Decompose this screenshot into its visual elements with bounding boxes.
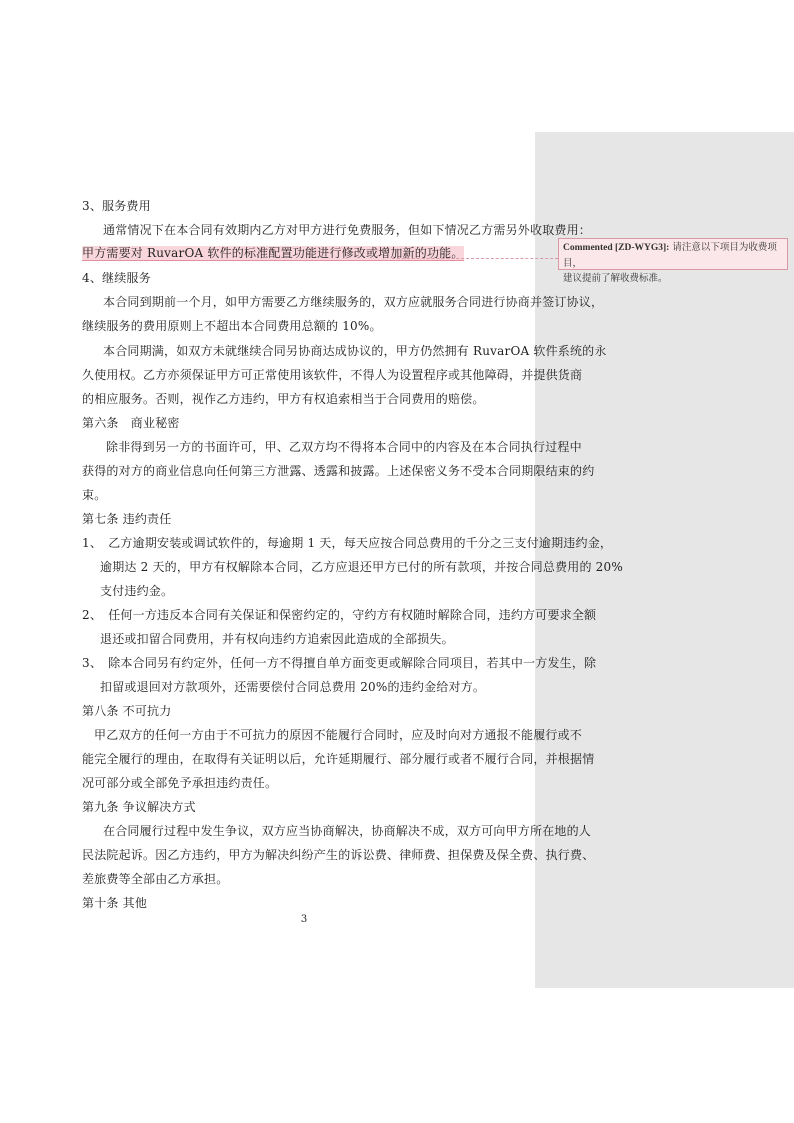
text-line: 支付违约金。 xyxy=(100,584,174,598)
text-line: 况可部分或全部免予承担违约责任。 xyxy=(82,776,278,790)
comment-text-2: 建议提前了解收费标准。 xyxy=(563,273,668,284)
text-line: 的相应服务。否则，视作乙方违约，甲方有权追索相当于合同费用的赔偿。 xyxy=(82,392,485,406)
text-line: 获得的对方的商业信息向任何第三方泄露、透露和披露。上述保密义务不受本合同期限结束的约 xyxy=(82,464,595,478)
text-line: 3、服务费用 xyxy=(82,199,151,213)
comment-connector xyxy=(392,258,558,260)
text-line: 2、 任何一方违反本合同有关保证和保密约定的，守约方有权随时解除合同，违约方可要求全额 xyxy=(82,608,597,622)
text-line: 继续服务的费用原则上不超出本合同费用总额的 10%。 xyxy=(82,319,382,333)
text-line: 逾期达 2 天的，甲方有权解除本合同，乙方应退还甲方已付的所有款项，并按合同总费用的 20% xyxy=(100,560,623,574)
text-line: 第九条 争议解决方式 xyxy=(82,800,196,814)
text-line: 1、 乙方逾期安装或调试软件的，每逾期 1 天，每天应按合同总费用的千分之三支付逾期违约金， xyxy=(82,536,613,550)
text-line: 民法院起诉。因乙方违约，甲方为解决纠纷产生的诉讼费、律师费、担保费及保全费、执行费、 xyxy=(82,848,595,862)
text-line: 甲乙双方的任何一方由于不可抗力的原因不能履行合同时，应及时向对方通报不能履行或不 xyxy=(94,728,583,742)
text-line: 能完全履行的理由，在取得有关证明以后，允许延期履行、部分履行或者不履行合同，并根据情 xyxy=(82,752,595,766)
comment-author: Commented [ZD-WYG3]: xyxy=(563,243,670,253)
text-line: 扣留或退回对方款项外，还需要偿付合同总费用 20%的违约金给对方。 xyxy=(100,680,486,694)
commented-range[interactable]: 甲方需要对 RuvarOA 软件的标准配置功能进行修改或增加新的功能。 xyxy=(82,246,464,260)
text-line: 4、继续服务 xyxy=(82,271,151,285)
text-line: 第十条 其他 xyxy=(82,896,148,910)
text-line: 第六条 商业秘密 xyxy=(82,416,180,430)
text-line: 束。 xyxy=(82,488,107,502)
text-line: 3、 除本合同另有约定外，任何一方不得擅自单方面变更或解除合同项目，若其中一方发生，除 xyxy=(82,656,597,670)
text-line: 第八条 不可抗力 xyxy=(82,704,172,718)
text-line: 在合同履行过程中发生争议，双方应当协商解决，协商解决不成，双方可向甲方所在地的人 xyxy=(103,824,592,838)
text-line: 通常情况下在本合同有效期内乙方对甲方进行免费服务，但如下情况乙方需另外收取费用： xyxy=(103,223,592,237)
text-line: 退还或扣留合同费用，并有权向违约方追索因此造成的全部损失。 xyxy=(100,632,454,646)
text-line: 除非得到另一方的书面许可，甲、乙双方均不得将本合同中的内容及在本合同执行过程中 xyxy=(106,440,582,454)
text-line: 久使用权。乙方亦须保证甲方可正常使用该软件，不得人为设置程序或其他障碍，并提供货商 xyxy=(82,368,583,382)
comment-balloon[interactable] xyxy=(558,238,788,284)
text-line: 本合同期满，如双方未就继续合同另协商达成协议的，甲方仍然拥有 RuvarOA 软件系统的永 xyxy=(103,344,607,358)
comment-text-1: 请注意以下项目为收费项目， xyxy=(563,242,777,269)
text-line: 差旅费等全部由乙方承担。 xyxy=(82,872,229,886)
text-line: 第七条 违约责任 xyxy=(82,512,172,526)
text-line: 本合同到期前一个月，如甲方需要乙方继续服务的，双方应就服务合同进行协商并签订协议， xyxy=(103,295,604,309)
page-number: 3 xyxy=(300,914,308,925)
